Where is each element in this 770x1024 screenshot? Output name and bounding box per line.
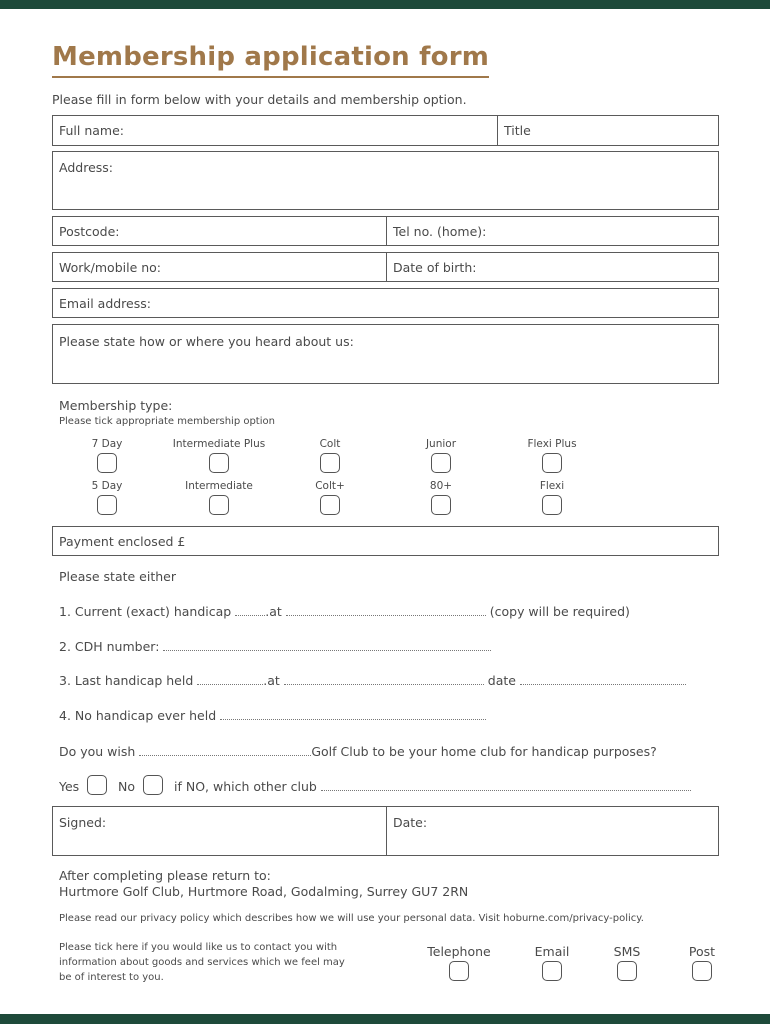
email-label: Email address: — [59, 296, 151, 311]
other-club-input[interactable] — [321, 780, 691, 791]
home-club-line — [59, 744, 657, 759]
copy-required-label: (copy will be required) — [489, 604, 630, 619]
address-field[interactable] — [52, 151, 719, 210]
contact-consent-line-2: information about goods and services which we feel may — [59, 957, 345, 968]
option-flexi-plus-label: Flexi Plus — [527, 438, 577, 450]
return-address: Hurtmore Golf Club, Hurtmore Road, Godalming, Surrey GU7 2RN — [59, 884, 469, 899]
contact-sms-label: SMS — [613, 944, 641, 959]
divider — [386, 217, 387, 245]
email-field[interactable] — [52, 288, 719, 318]
page-title: Membership application form — [52, 42, 489, 78]
option-colt-label: Colt — [319, 438, 341, 450]
wish-rest-label: Golf Club to be your home club for handicap purposes? — [311, 744, 657, 759]
divider — [497, 116, 498, 145]
last-at-input[interactable] — [284, 674, 484, 685]
membership-hint: Please tick appropriate membership option — [59, 416, 275, 427]
divider — [386, 253, 387, 281]
option-flexi-checkbox[interactable] — [542, 495, 562, 515]
date-label: date — [487, 673, 516, 688]
postcode-label: Postcode: — [59, 224, 120, 239]
other-club-line — [174, 779, 691, 794]
handicap-line-2 — [59, 639, 491, 654]
intro-text: Please fill in form below with your details and membership option. — [52, 92, 467, 107]
option-colt-checkbox[interactable] — [320, 453, 340, 473]
contact-email-checkbox[interactable] — [542, 961, 562, 981]
contact-telephone-label: Telephone — [427, 944, 491, 959]
top-band — [0, 0, 770, 9]
heard-about-field[interactable] — [52, 324, 719, 384]
cdh-label: 2. CDH number: — [59, 639, 160, 654]
option-junior-checkbox[interactable] — [431, 453, 451, 473]
option-intermediate-plus-checkbox[interactable] — [209, 453, 229, 473]
handicap-current-label: 1. Current (exact) handicap — [59, 604, 232, 619]
handicap-current-input[interactable] — [235, 605, 265, 616]
option-flexi-plus-checkbox[interactable] — [542, 453, 562, 473]
handicap-at-label: .at — [265, 604, 282, 619]
contact-sms-checkbox[interactable] — [617, 961, 637, 981]
option-colt-plus-label: Colt+ — [315, 480, 345, 492]
option-5-day-checkbox[interactable] — [97, 495, 117, 515]
full-name-label: Full name: — [59, 123, 125, 138]
full-name-field[interactable] — [52, 115, 719, 146]
last-handicap-label: 3. Last handicap held — [59, 673, 194, 688]
state-either-text: Please state either — [59, 569, 176, 584]
yes-checkbox[interactable] — [87, 775, 107, 795]
contact-consent-line-1: Please tick here if you would like us to contact you with — [59, 942, 338, 953]
option-junior-label: Junior — [425, 438, 457, 450]
heard-about-label: Please state how or where you heard about us: — [59, 334, 354, 349]
no-label: No — [118, 779, 135, 794]
privacy-notice: Please read our privacy policy which describes how we will use your personal data. Visit hoburne.com/privacy-policy. — [59, 913, 644, 924]
option-colt-plus-checkbox[interactable] — [320, 495, 340, 515]
signature-field[interactable] — [52, 806, 719, 856]
other-club-label: if NO, which other club — [174, 779, 317, 794]
option-7-day-label: 7 Day — [91, 438, 123, 450]
work-mobile-field[interactable] — [52, 252, 719, 282]
sign-date-label: Date: — [393, 815, 428, 830]
handicap-line-4 — [59, 708, 486, 723]
cdh-input[interactable] — [163, 640, 491, 651]
contact-post-label: Post — [688, 944, 716, 959]
postcode-field[interactable] — [52, 216, 719, 246]
handicap-at-input[interactable] — [286, 605, 486, 616]
last-date-input[interactable] — [520, 674, 686, 685]
option-80-plus-label: 80+ — [429, 480, 453, 492]
contact-consent-line-3: be of interest to you. — [59, 972, 164, 983]
no-handicap-input[interactable] — [220, 709, 486, 720]
return-intro: After completing please return to: — [59, 868, 271, 883]
title-label: Title — [504, 123, 531, 138]
yes-label: Yes — [59, 779, 80, 794]
option-intermediate-label: Intermediate — [185, 480, 253, 492]
divider — [386, 807, 387, 855]
option-flexi-label: Flexi — [539, 480, 565, 492]
no-handicap-label: 4. No handicap ever held — [59, 708, 217, 723]
option-intermediate-checkbox[interactable] — [209, 495, 229, 515]
wish-label: Do you wish — [59, 744, 136, 759]
payment-label: Payment enclosed £ — [59, 534, 186, 549]
handicap-line-1 — [59, 604, 630, 619]
wish-input[interactable] — [139, 745, 311, 756]
contact-post-checkbox[interactable] — [692, 961, 712, 981]
payment-field[interactable] — [52, 526, 719, 556]
last-at-label: .at — [263, 673, 280, 688]
dob-label: Date of birth: — [393, 260, 477, 275]
option-intermediate-plus-label: Intermediate Plus — [172, 438, 266, 450]
option-5-day-label: 5 Day — [91, 480, 123, 492]
tel-home-label: Tel no. (home): — [393, 224, 487, 239]
address-label: Address: — [59, 160, 113, 175]
option-80-plus-checkbox[interactable] — [431, 495, 451, 515]
contact-email-label: Email — [534, 944, 570, 959]
contact-telephone-checkbox[interactable] — [449, 961, 469, 981]
membership-label: Membership type: — [59, 398, 173, 413]
handicap-line-3 — [59, 673, 686, 688]
signed-label: Signed: — [59, 815, 107, 830]
option-7-day-checkbox[interactable] — [97, 453, 117, 473]
work-mobile-label: Work/mobile no: — [59, 260, 162, 275]
no-checkbox[interactable] — [143, 775, 163, 795]
last-handicap-input[interactable] — [197, 674, 263, 685]
bottom-band — [0, 1014, 770, 1024]
